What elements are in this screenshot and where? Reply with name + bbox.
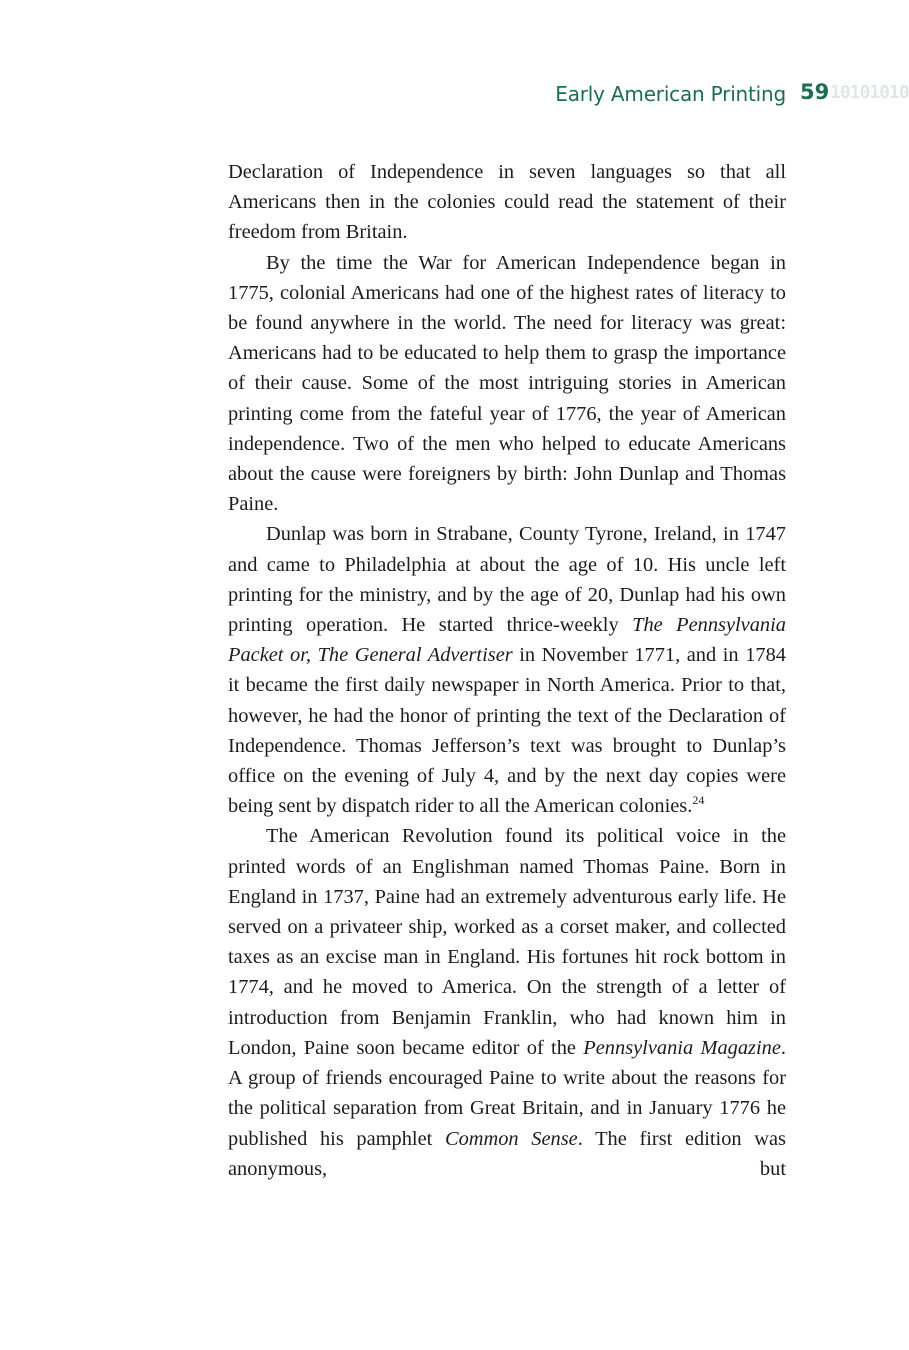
paragraph-3-text-a: Dunlap was born in Strabane, County Tyrone, Ireland, in 1747 and came to Philadelphia at about the age of 10. His uncle left printing for the ministry, and by the age of 20, Dunlap had his own printing operation. He started thrice-weekly (228, 523, 786, 637)
body-text (228, 157, 786, 1184)
paragraph-4-text-c: . The first edition was anonymous, but (228, 1127, 786, 1180)
pamphlet-title: Common Sense (444, 1127, 578, 1150)
running-header (0, 80, 909, 110)
paragraph-1: Declaration of Independence in seven languages so that all Americans then in the colonies could read the statement of their freedom from Britain. (228, 161, 786, 244)
footnote-marker: 24 (692, 793, 705, 808)
paragraph-2: By the time the War for American Independence began in 1775, colonial Americans had one of the highest rates of literacy to be found anywhere in the world. The need for literacy was great: Americans had to be educated to help them to grasp the importance of their cause. Some of the most intriguing stories in American printing come from the fateful year of 1776, the year of American independence. Two of the men who helped to educate Americans about the cause were foreigners by birth: John Dunlap and Thomas Paine. (228, 251, 786, 516)
paragraph-4 (228, 821, 786, 1183)
paragraph-4-text-b: . A group of friends encouraged Paine to write about the reasons for the political separation from Great Britain, and in January 1776 he published his pamphlet (228, 1036, 786, 1150)
paragraph-3-text-b: in November 1771, and in 1784 it became the first daily newspaper in North America. Prior to that, however, he had the honor of printing the text of the Declaration of Independence. Thomas Jefferson’s text was brought to Dunlap’s office on the evening of July 4, and by the next day copies were being sent by dispatch rider to all the American colonies. (228, 644, 786, 818)
binary-ornament: 10101010 (830, 82, 909, 103)
paragraph-4-text-a: The American Revolution found its political voice in the printed words of an Englishman named Thomas Paine. Born in England in 1737, Paine had an extremely adventurous early life. He served on a privateer ship, worked as a corset maker, and collected taxes as an excise man in England. His fortunes hit rock bottom in 1774, and he moved to America. On the strength of a letter of introduction from Benjamin Franklin, who had known him in London, Paine soon became editor of the (228, 825, 786, 1059)
paragraph-3 (228, 519, 786, 821)
running-title: Early American Printing (555, 82, 786, 106)
page-number: 59 (800, 80, 830, 104)
magazine-title: Pennsylvania Magazine (583, 1036, 781, 1059)
newspaper-title: The Pennsylvania Packet or, The General Advertiser (228, 614, 786, 667)
